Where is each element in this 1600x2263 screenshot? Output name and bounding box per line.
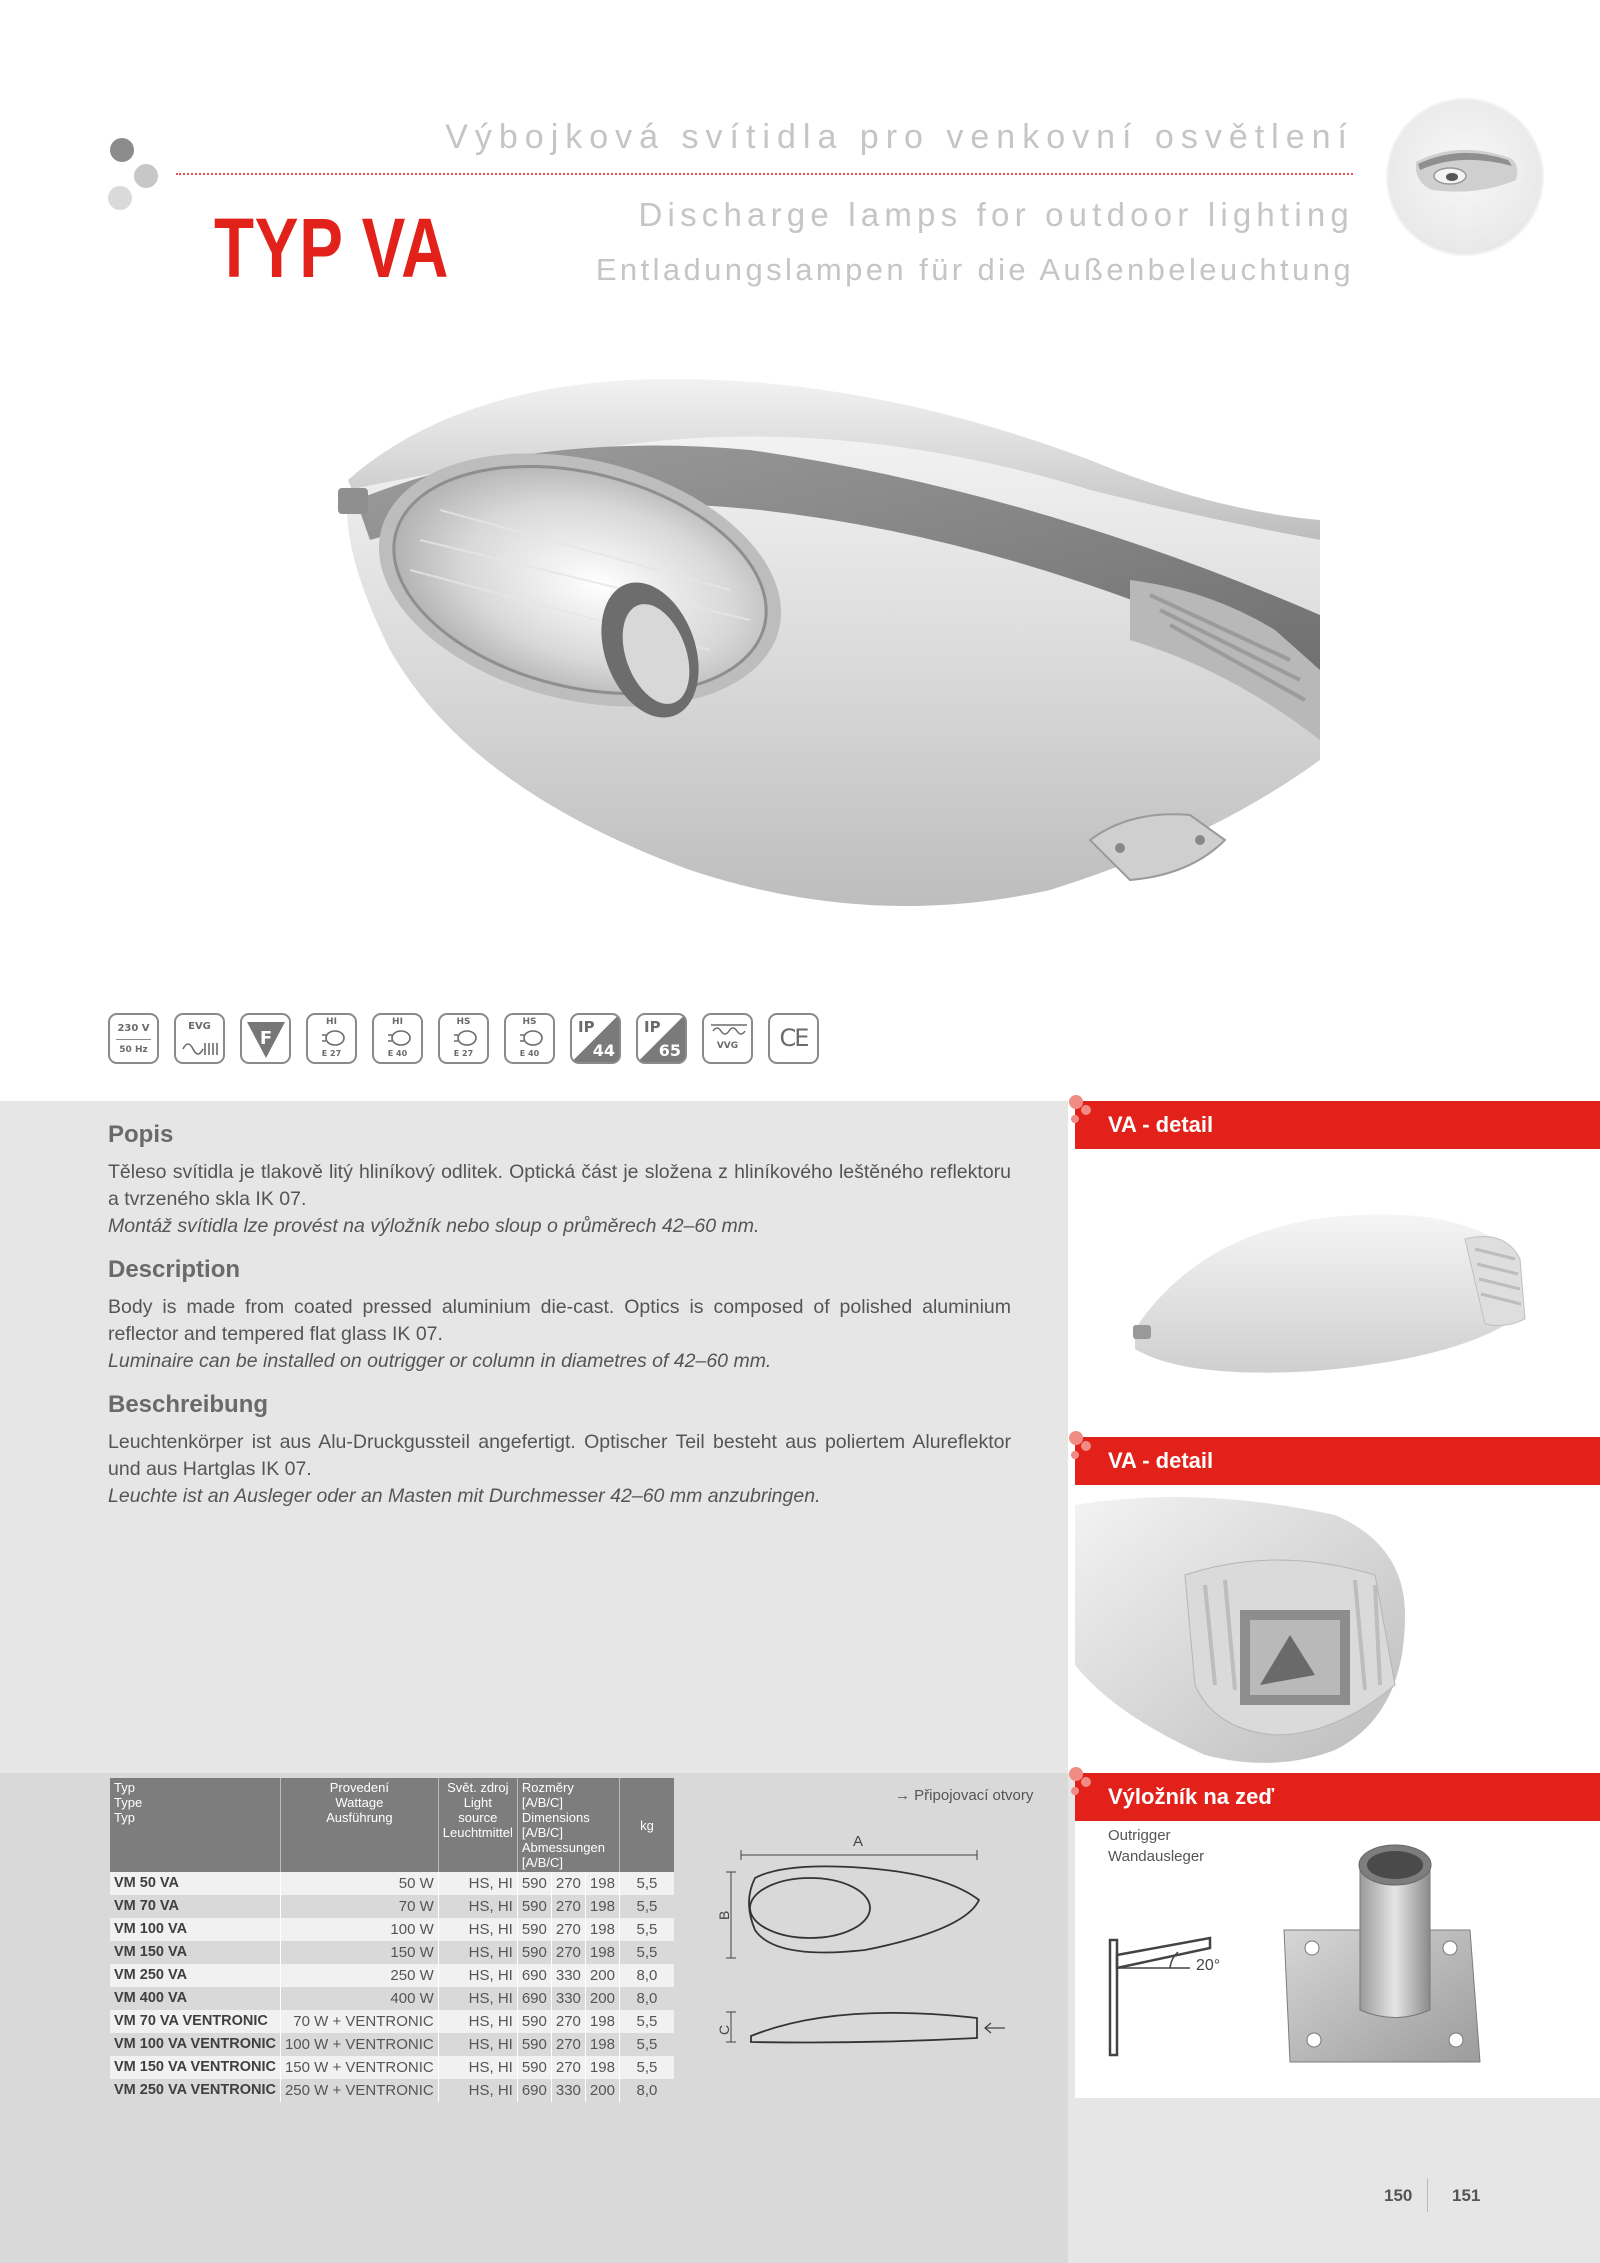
table-row — [110, 2010, 674, 2033]
svg-text:20°: 20° — [1196, 1957, 1221, 1974]
outrigger-header: Výložník na zeď — [1075, 1773, 1600, 1821]
cell-dim-c: 198 — [585, 1941, 619, 1964]
page-title: TYP VA — [214, 201, 450, 295]
cell-type: VM 400 VA — [110, 1987, 280, 2010]
subtitle-de: Entladungslampen für die Außenbeleuchtung — [595, 252, 1354, 287]
cell-kg: 8,0 — [619, 2079, 674, 2102]
text-beschreibung: Leuchtenkörper ist aus Alu-Druckgussteil angefertigt. Optischer Teil besteht aus poliertem Alureflektor und aus Hartglas IK 07. Leuchte ist an Ausleger oder an Masten mit Durchmesser 42–60 mm anzubringen. — [108, 1431, 1011, 1507]
cell-dim-a: 590 — [517, 2010, 551, 2033]
cell-wattage: 150 W + VENTRONIC — [280, 2056, 438, 2079]
heading-beschreibung: Beschreibung — [108, 1391, 269, 1418]
text-popis: Těleso svítidla je tlakově litý hliníkový odlitek. Optická část je složena z hliníkového leštěného reflektoru a tvrzeného skla IK 07. Montáž svítidla lze provést na výložník nebo sloup o průměrech 42–60 mm. — [108, 1161, 1011, 1237]
hi-e27-icon: HI E 27 — [306, 1013, 357, 1064]
ip44-icon: IP 44 — [570, 1013, 621, 1064]
cell-dim-a: 590 — [517, 1872, 551, 1895]
f-mark-icon — [240, 1013, 291, 1064]
table-row — [110, 1872, 674, 1895]
table-row — [110, 2056, 674, 2079]
cell-dim-c: 200 — [585, 1987, 619, 2010]
cell-dim-a: 590 — [517, 1895, 551, 1918]
cell-dim-a: 690 — [517, 1987, 551, 2010]
cell-dim-b: 330 — [551, 1964, 585, 1987]
heading-popis: Popis — [108, 1121, 174, 1148]
certification-icons — [108, 1013, 819, 1065]
cell-type: VM 50 VA — [110, 1872, 280, 1895]
cell-kg: 5,5 — [619, 2033, 674, 2056]
ip65-icon: IP 65 — [636, 1013, 687, 1064]
cell-wattage: 70 W — [280, 1895, 438, 1918]
subtitle-en: Discharge lamps for outdoor lighting — [638, 196, 1354, 233]
hs-e40-icon: HS E 40 — [504, 1013, 555, 1064]
cell-source: HS, HI — [438, 1964, 517, 1987]
cell-dim-a: 590 — [517, 1918, 551, 1941]
cell-dim-b: 270 — [551, 1941, 585, 1964]
subtitle-cz: Výbojková svítidla pro venkovní osvětlení — [445, 118, 1354, 156]
cell-kg: 5,5 — [619, 1941, 674, 1964]
cell-wattage: 400 W — [280, 1987, 438, 2010]
cell-dim-c: 200 — [585, 1964, 619, 1987]
cell-dim-c: 198 — [585, 1918, 619, 1941]
cell-kg: 5,5 — [619, 2056, 674, 2079]
detail-header-1: VA - detail — [1075, 1101, 1600, 1149]
cell-dim-c: 198 — [585, 2010, 619, 2033]
table-row — [110, 1895, 674, 1918]
th-source: Svět. zdroj Light source Leuchtmittel — [438, 1778, 517, 1872]
table-row — [110, 2033, 674, 2056]
brand-dots-logo — [106, 138, 166, 214]
cell-kg: 5,5 — [619, 1872, 674, 1895]
cell-dim-b: 330 — [551, 2079, 585, 2102]
product-hero-image — [330, 370, 1320, 920]
table-row — [110, 1918, 674, 1941]
cell-dim-c: 198 — [585, 2056, 619, 2079]
hs-e27-icon: HS E 27 — [438, 1013, 489, 1064]
cell-kg: 5,5 — [619, 2010, 674, 2033]
hi-e40-icon: HI E 40 — [372, 1013, 423, 1064]
table-row — [110, 1941, 674, 1964]
cell-source: HS, HI — [438, 1895, 517, 1918]
cell-dim-b: 270 — [551, 2033, 585, 2056]
cell-wattage: 100 W + VENTRONIC — [280, 2033, 438, 2056]
cell-type: VM 70 VA VENTRONIC — [110, 2010, 280, 2033]
th-wattage: Provedení Wattage Ausführung — [280, 1778, 438, 1872]
cell-wattage: 150 W — [280, 1941, 438, 1964]
page-number-right: 151 — [1452, 2186, 1481, 2205]
cell-dim-b: 330 — [551, 1987, 585, 2010]
svg-text:C: C — [716, 2024, 732, 2035]
vvg-icon: VVG — [702, 1013, 753, 1064]
cell-kg: 5,5 — [619, 1895, 674, 1918]
outrigger-en: Outrigger — [1108, 1827, 1171, 1844]
cell-type: VM 250 VA VENTRONIC — [110, 2079, 280, 2102]
header-divider — [176, 173, 1353, 175]
cell-source: HS, HI — [438, 1941, 517, 1964]
cell-dim-c: 198 — [585, 1895, 619, 1918]
cell-dim-b: 270 — [551, 1895, 585, 1918]
th-kg: kg — [619, 1778, 674, 1872]
connection-note: → Připojovací otvory — [895, 1787, 1034, 1804]
cell-wattage: 250 W + VENTRONIC — [280, 2079, 438, 2102]
cell-dim-c: 198 — [585, 1872, 619, 1895]
th-typ: Typ Type Typ — [110, 1778, 280, 1872]
cell-wattage: 70 W + VENTRONIC — [280, 2010, 438, 2033]
cell-dim-a: 690 — [517, 2079, 551, 2102]
cell-type: VM 100 VA VENTRONIC — [110, 2033, 280, 2056]
cell-kg: 8,0 — [619, 1987, 674, 2010]
detail-image-2 — [1075, 1485, 1600, 1773]
text-description: Body is made from coated pressed aluminium die-cast. Optics is composed of polished aluminium reflector and tempered flat glass IK 07. Luminaire can be installed on outrigger or column in diametres of 42–60 mm. — [108, 1296, 1011, 1372]
cell-dim-c: 198 — [585, 2033, 619, 2056]
cell-dim-a: 690 — [517, 1964, 551, 1987]
ce-mark-icon: CE — [768, 1013, 819, 1064]
th-dimensions: Rozměry [A/B/C] Dimensions [A/B/C] Abmessungen [A/B/C] — [517, 1778, 619, 1872]
page-number-left: 150 — [1384, 2186, 1413, 2205]
cell-type: VM 100 VA — [110, 1918, 280, 1941]
evg-icon: EVG — [174, 1013, 225, 1064]
cell-kg: 8,0 — [619, 1964, 674, 1987]
cell-source: HS, HI — [438, 1872, 517, 1895]
table-row — [110, 1964, 674, 1987]
cell-source: HS, HI — [438, 2056, 517, 2079]
cell-kg: 5,5 — [619, 1918, 674, 1941]
cell-dim-a: 590 — [517, 1941, 551, 1964]
dimension-drawing — [715, 1780, 1045, 2090]
svg-text:A: A — [853, 1833, 864, 1850]
cell-dim-a: 590 — [517, 2033, 551, 2056]
cell-source: HS, HI — [438, 2079, 517, 2102]
cell-type: VM 150 VA VENTRONIC — [110, 2056, 280, 2079]
cell-source: HS, HI — [438, 1987, 517, 2010]
page-divider — [1427, 2178, 1428, 2212]
detail-image-1 — [1075, 1149, 1600, 1435]
outrigger-photo — [1280, 1840, 1500, 2080]
cell-wattage: 250 W — [280, 1964, 438, 1987]
cell-dim-a: 590 — [517, 2056, 551, 2079]
cell-dim-b: 270 — [551, 1918, 585, 1941]
voltage-icon: 230 V 50 Hz — [108, 1013, 159, 1064]
cell-wattage: 100 W — [280, 1918, 438, 1941]
svg-text:F: F — [259, 1028, 273, 1049]
cell-type: VM 250 VA — [110, 1964, 280, 1987]
outrigger-schematic — [1100, 1900, 1240, 2060]
spec-table — [110, 1778, 674, 2102]
cell-source: HS, HI — [438, 1918, 517, 1941]
table-row — [110, 2079, 674, 2102]
cell-dim-b: 270 — [551, 1872, 585, 1895]
cell-dim-c: 200 — [585, 2079, 619, 2102]
cell-source: HS, HI — [438, 2033, 517, 2056]
detail-header-2: VA - detail — [1075, 1437, 1600, 1485]
cell-type: VM 150 VA — [110, 1941, 280, 1964]
cell-dim-b: 270 — [551, 2010, 585, 2033]
heading-description: Description — [108, 1256, 241, 1283]
cell-wattage: 50 W — [280, 1872, 438, 1895]
outrigger-de: Wandausleger — [1108, 1848, 1205, 1865]
cell-source: HS, HI — [438, 2010, 517, 2033]
cell-dim-b: 270 — [551, 2056, 585, 2079]
product-thumbnail — [1388, 100, 1542, 254]
cell-type: VM 70 VA — [110, 1895, 280, 1918]
svg-text:B: B — [716, 1910, 732, 1920]
table-row — [110, 1987, 674, 2010]
